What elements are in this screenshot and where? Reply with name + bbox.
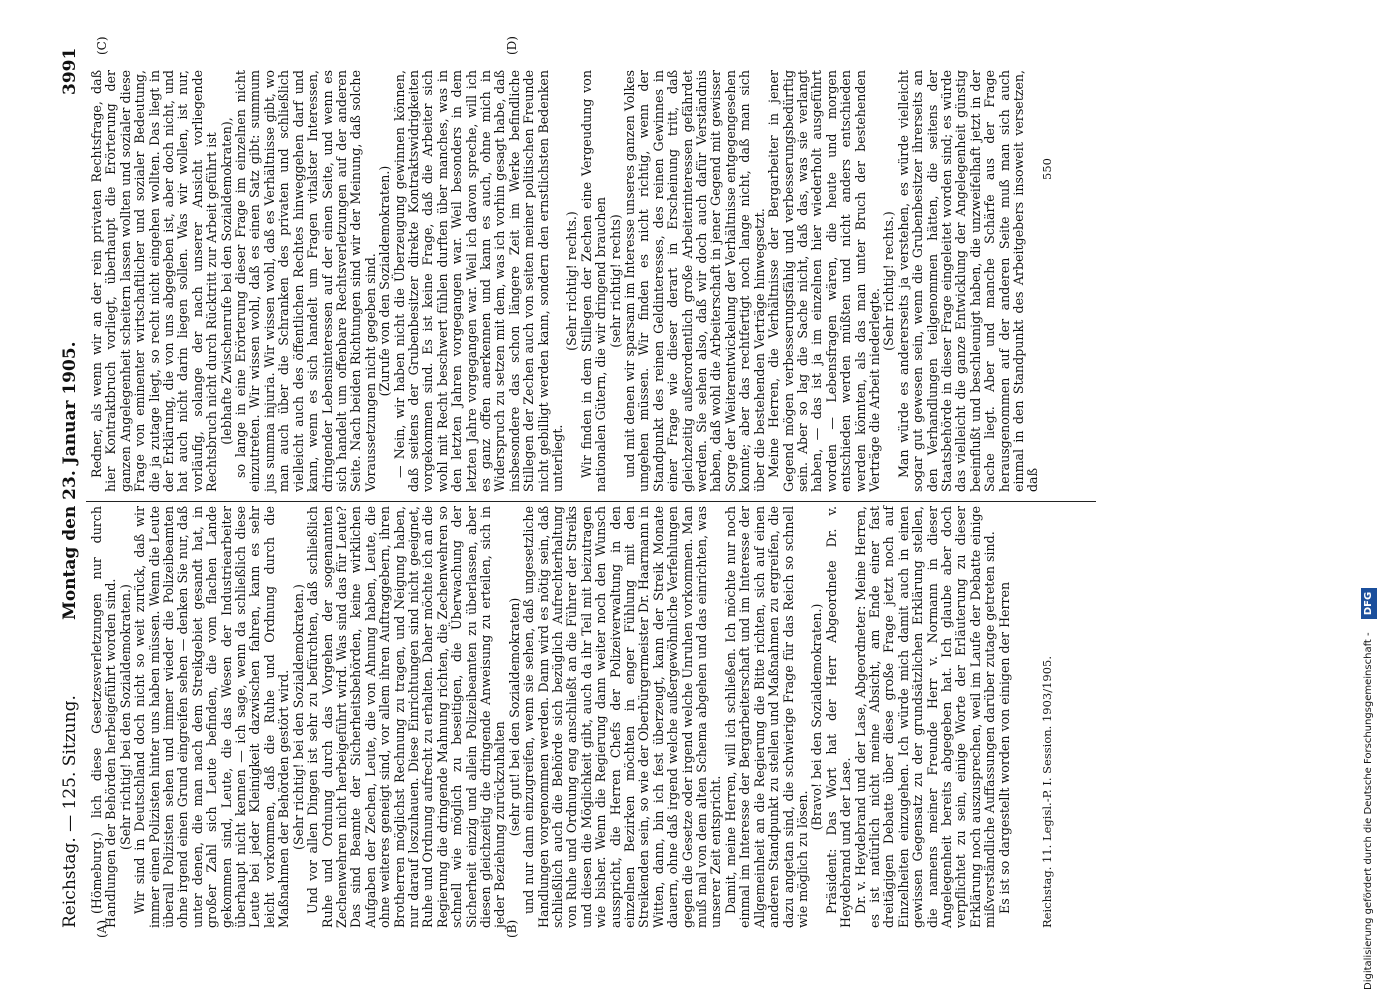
right-column [90, 70, 1041, 492]
paragraph: Wir finden in dem Stillegen der Zechen eine Vergeudung von nationalen Gütern, die wir dringend brauchen [578, 70, 609, 492]
interjection: (Sehr richtig! rechts.) [564, 211, 580, 351]
footer-page-number: 550 [1040, 158, 1054, 180]
margin-marker-a: (A) [95, 919, 109, 938]
running-header [60, 0, 86, 1000]
margin-marker-b: (B) [505, 919, 519, 938]
paragraph: Es ist so dargestellt worden von einigen der Herren [996, 581, 1012, 914]
interjection: (sehr gut! bei den Sozialdemokraten) [506, 597, 522, 837]
paragraph: und nur dann einzugreifen, wenn sie sehen, daß ungesetzliche Handlungen vorgenommen werden. Dann wird es nötig sein, daß schließlich auch die Behörde sich bezüglich Aufrechterhaltung von Ruhe und Ordnung eng anschließt an die Führer der Streiks und diesen die Möglichkeit gibt, auch da ihr Teil mit beizutragen wie bisher. Wenn die Regierung dann weiter noch den Wunsch ausspricht, die Herren Chefs der Polizeiverwaltung in den einzelnen Bezirken möchten in enger Fühlung mit den Streikenden sein, so wie der Oberbürgermeister Dr. Haarmann in Witten, dann, bin ich fest überzeugt, kann der Streik Monate dauern, ohne daß irgend welche außergewöhnliche Verfehlungen gegen die Gesetze oder irgend welche Unruhen vorkommen. Man muß mal von dem alten Schema abgehen und das einrichten, was unserer Zeit entspricht. [521, 506, 724, 928]
interjection: (sehr richtig! rechts) [607, 214, 623, 348]
paragraph: so lange in eine Erörterung dieser Frage im einzelnen nicht einzutreten. Wir wissen wohl, daß es einen Satz gibt: summum jus summa injuria. Wir wissen wohl, daß es Verhältnisse gibt, wo man auch über die Schranken des privaten und schließlich vielleicht auch des öffentlichen Rechtes hinweggehen darf und kann, wenn es sich handelt um Fragen vitalster Interessen, dringender Lebensinteressen auf der einen Seite, und wenn es sich handelt um offenbare Rechtsverletzungen auf der anderen Seite. Nach beiden Richtungen sind wir der Meinung, daß solche Voraussetzungen nicht gegeben sind. [233, 70, 378, 492]
interjection: (Sehr richtig! rechts.) [881, 211, 897, 351]
header-date: Montag den 23. Januar 1905. [60, 341, 80, 620]
margin-marker-c: (C) [95, 36, 109, 55]
paragraph: Redner, als wenn wir an der rein privaten Rechtsfrage, daß hier Kontraktbruch vorliegt, überhaupt die Erörterung der ganzen Angelegenheit scheitern lassen wollten und sozialer diese Frage von eminenter wirtschaftlicher und sozialer Bedeutung, die ja zutage liegt, so recht nicht eingehen wollten. Das liegt in der Erklärung, die von uns abgegeben ist, aber doch nicht, und hat auch nicht darin liegen sollen. Was wir wollen, ist nur, vorläufig, solange der nach unserer Ansicht vorliegende Rechtsbruch nicht durch Rücktritt zur Arbeit geführt ist [89, 70, 220, 492]
paragraph: Dr. v. Heydebrand und der Lase, Abgeordneter: Meine Herren, es ist natürlich nicht meine Absicht, am Ende einer fast dreitägigen Debatte über diese große Frage jetzt noch auf Einzelheiten einzugehen. Ich würde mich damit auch in einen gewissen Gegensatz zu der grundsätzlichen Erklärung stellen, die namens meiner Freunde Herr v. Normann in dieser Angelegenheit bereits abgegeben hat. Ich glaube aber doch verpflichtet zu sein, einige Worte der Erläuterung zu dieser Erklärung noch auszusprechen, weil im Laufe der Debatte einige mißverständliche Auffassungen darüber zutage getreten sind. [852, 506, 998, 928]
page-footer: Reichstag. 11. Legisl.-P. I. Session. 1903/1905. [1040, 655, 1054, 928]
margin-marker-d: (D) [505, 36, 519, 55]
digitization-note [1358, 10, 1380, 990]
column-divider [86, 501, 1096, 502]
left-column [90, 506, 1012, 928]
paragraph: Und vor allen Dingen ist sehr zu befürchten, daß schließlich Ruhe und Ordnung durch das Vorgehen der sogenannten Zechenwehren nicht herbeigeführt wird. Was sind das für Leute? Das sind Beamte der Sicherheitsbehörden, keine wirklichen Aufgaben der Zechen, Leute, die von Ahnung haben, Leute, die ohne weiteres geneigt sind, vor allem ihren Auftraggebern, ihren Brotherren möglichst Rechnung zu tragen, und Neigung haben, nur darauf loszuhauen. Diese Einrichtungen sind nicht geeignet, Ruhe und Ordnung aufrecht zu erhalten. Daher möchte ich an die Regierung die dringende Mahnung richten, die Zechenwehren so schnell wie möglich zu beseitigen, die Überwachung der Sicherheit einzig und allein Polizeibeamten zu überlassen, aber diesen gleichzeitig die dringende Anweisung zu erteilen, sich in jeder Beziehung zurückzuhalten [305, 506, 508, 928]
digitization-credit: Digitalisierung gefördert durch die Deutsche Forschungsgemeinschaft - [1363, 632, 1374, 990]
paragraph: (Hömeburg.) lich diese Gesetzesverletzungen nur durch Handlungen der Behörden herbeigeführt worden sind. [89, 506, 119, 928]
paragraph: Man würde es andererseits ja verstehen, es würde vielleicht sogar gut gewesen sein, wenn die Grubenbesitzer ihrerseits an den Verhandlungen teilgenommen hätten, die seitens der Staatsbehörde in dieser Frage eingeleitet worden sind; es würde das vielleicht die ganze Entwicklung der Angelegenheit günstig beeinflußt und beschleunigt haben, die unzweifelhaft jetzt in der Sache liegt. Aber und manche Schärfe aus der Frage herausgenommen auf der anderen Seite muß man sich auch einmal in den Standpunkt des Arbeitgebers insoweit versetzen, daß [895, 70, 1041, 492]
paragraph: — Nein, wir haben nicht die Überzeugung gewinnen können, daß seitens der Grubenbesitzer direkte Kontraktswidrigkeiten vorgekommen sind. Es ist keine Frage, daß die Arbeiter sich wohl mit Recht beschwert fühlen durften über manches, was in den letzten Jahren vorgegangen war. Weil besonders in dem letzten Jahre vorgegangen war. Weil ich davon spreche, will ich es ganz offen anerkennen und kann es auch, ohne mich in Widerspruch zu setzen mit dem, was ich vorhin gesagt habe, daß insbesondere das schon längere Zeit im Werke befindliche Stillegen der Zechen auch von seiten meiner politischen Freunde nicht gebilligt werden kann, sondern den ernstlichsten Bedenken unterliegt. [391, 70, 565, 492]
dfg-logo: DFG [1361, 588, 1377, 619]
interjection: (Sehr richtig! bei den Sozialdemokraten.) [290, 584, 306, 850]
paragraph: Damit, meine Herren, will ich schließen. Ich möchte nur noch einmal im Interesse der Bergarbeiterschaft und im Interesse der Allgemeinheit an die Regierung die Bitte richten, sich auf einen anderen Standpunkt zu stellen und Maßnahmen zu ergreifen, die dazu angetan sind, die schwierige Frage für das Reich so schnell wie möglich zu lösen. [722, 506, 810, 928]
header-left: Reichstag. — 125. Sitzung. [60, 695, 80, 928]
interjection: (lebhafte Zwischenrufe bei den Sozialdemokraten), [218, 117, 234, 445]
paragraph: Wir sind in Deutschland doch nicht so weit zurück, daß wir immer einen Polizisten hinter uns haben müssen. Wenn die Leute überall Polizisten sehen und immer wieder die Polizeibeamten ohne irgend einen Grund eingreifen sehen — denken Sie nur, daß unter denen, die man nach dem Streikgebiet gesandt hat, in großer Zahl sich Leute befinden, die vom flachen Lande gekommen sind, Leute, die das Wesen der Industriearbeiter überhaupt nicht kennen — ich sage, wenn da schließlich diese Leute bei jeder Kleinigkeit dazwischen fahren, kann es sehr leicht vorkommen, daß die Ruhe und Ordnung durch die Maßnahmen der Behörden gestört wird. [132, 506, 292, 928]
interjection: (Zurufe von den Sozialdemokraten.) [377, 165, 393, 397]
paragraph: und mit denen wir sparsam im Interesse unseres ganzen Volkes umgehen müssen. Wir finden es nicht richtig, wenn der Standpunkt des reinen Geldinteresses, des reinen Gewinnes in einer Frage wie dieser derart in Erscheinung tritt, daß gleichzeitig außerordentlich große Arbeiterinteressen gefährdet werden. Sie sehen also, daß wir doch auch dafür Verständnis haben, daß wohl die Arbeiterschaft in jener Gegend mit gewisser Sorge der Weiterentwickelung der Verhältnisse entgegengesehen konnte; aber das rechtfertigt noch lange nicht, daß man sich über die bestehenden Verträge hinwegsetzt. [622, 70, 767, 492]
speaker-announcement: Präsident: Das Wort hat der Herr Abgeordnete Dr. v. Heydebrand und der Lase. [823, 506, 854, 928]
interjection: (Bravo! bei den Sozialdemokraten.) [809, 603, 825, 831]
paragraph: Meine Herren, die Verhältnisse der Bergarbeiter in jener Gegend mögen verbesserungsfähig und verbesserungsbedürftig sein. Aber so lag die Sache nicht, daß das, was sie verlangt haben, — das ist ja im einzelnen hier wiederholt ausgeführt worden — Lebensfragen wären, die heute und morgen entschieden werden müßten und nicht anders entschieden werden könnten, als das man unter Bruch der bestehenden Verträge die Arbeit niederlegte. [766, 70, 882, 492]
interjection: (Sehr richtig! bei den Sozialdemokraten.) [117, 584, 133, 850]
header-page-number: 3991 [60, 47, 80, 95]
